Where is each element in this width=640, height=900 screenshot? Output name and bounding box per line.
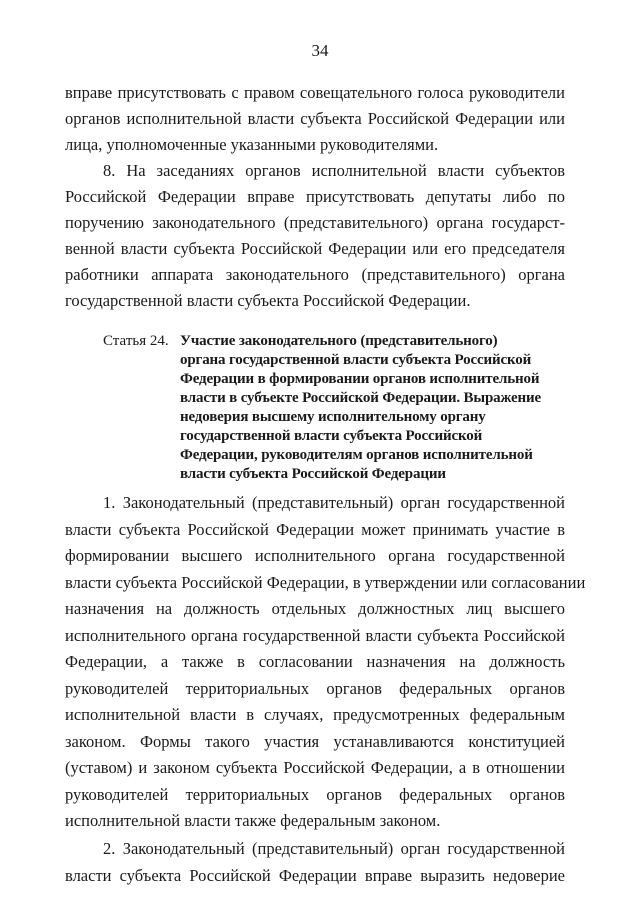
- paragraph-8: [65, 158, 565, 314]
- text-line: 2. Законодательный (представительный) орган государственной: [103, 839, 565, 858]
- text-line: назначения на должность отдельных должностных лиц высшего: [65, 599, 565, 618]
- text-line: власти субъекта Российской Федерации может принимать участие в: [65, 519, 565, 539]
- text-line: формировании высшего исполнительного органа государственной: [65, 546, 565, 565]
- article-label: Статья 24.: [103, 333, 169, 349]
- text-line: исполнительной власти также федеральным законом.: [65, 811, 441, 830]
- text-line: Федерации, а также в согласовании назначения на должность: [65, 652, 565, 671]
- text-line: власти субъекта Российской Федерации вправе выразить недоверие: [65, 865, 565, 885]
- text-line: руководителей территориальных органов федеральных органов: [65, 784, 565, 804]
- article-title: [180, 332, 560, 484]
- text-line: Российской Федерации вправе присутствовать депутаты либо по: [65, 187, 565, 206]
- text-line: законом. Формы такого участия устанавливаются конституцией: [65, 731, 565, 751]
- text-line: работники аппарата законодательного (представительного) органа: [65, 265, 565, 284]
- article-title-line: недоверия высшему исполнительному органу: [180, 409, 486, 425]
- text-line: 1. Законодательный (представительный) орган государственной: [103, 493, 565, 512]
- text-line: исполнительной власти в случаях, предусмотренных федеральным: [65, 705, 565, 724]
- paragraph-2: [65, 836, 565, 889]
- text-line: государственной власти субъекта Российской Федерации.: [65, 291, 471, 310]
- article-title-line: Федерации, руководителям органов исполнительной: [180, 447, 533, 463]
- text-line: органов исполнительной власти субъекта Российской Федерации или: [65, 109, 565, 128]
- article-title-line: власти субъекта Российской Федерации: [180, 466, 446, 482]
- text-line: власти субъекта Российской Федерации, в утверждении или согласовании: [65, 572, 586, 592]
- paragraph-1: [65, 490, 586, 835]
- text-line: поручению законодательного (представительного) органа государст-: [65, 213, 565, 232]
- text-line: исполнительного органа государственной власти субъекта Российской: [65, 625, 565, 645]
- text-line: лица, уполномоченные указанными руководителями.: [65, 135, 439, 154]
- text-line: руководителей территориальных органов федеральных органов: [65, 678, 565, 698]
- page-number: 34: [311, 41, 329, 60]
- article-title-line: власти в субъекте Российской Федерации. Выражение: [180, 390, 542, 406]
- article-title-line: Федерации в формировании органов исполнительной: [180, 371, 540, 387]
- article-title-line: государственной власти субъекта Российской: [180, 428, 483, 444]
- text-line: вправе присутствовать с правом совещательного голоса руководители: [65, 83, 565, 102]
- text-line: венной власти субъекта Российской Федерации или его председателя: [65, 239, 565, 258]
- article-title-line: органа государственной власти субъекта Российской: [180, 352, 532, 368]
- text-line: 8. На заседаниях органов исполнительной власти субъектов: [103, 161, 565, 180]
- article-title-line: Участие законодательного (представительного): [180, 333, 498, 349]
- intro-paragraph: [65, 80, 565, 158]
- text-line: (уставом) и законом субъекта Российской Федерации, а в отношении: [65, 758, 565, 777]
